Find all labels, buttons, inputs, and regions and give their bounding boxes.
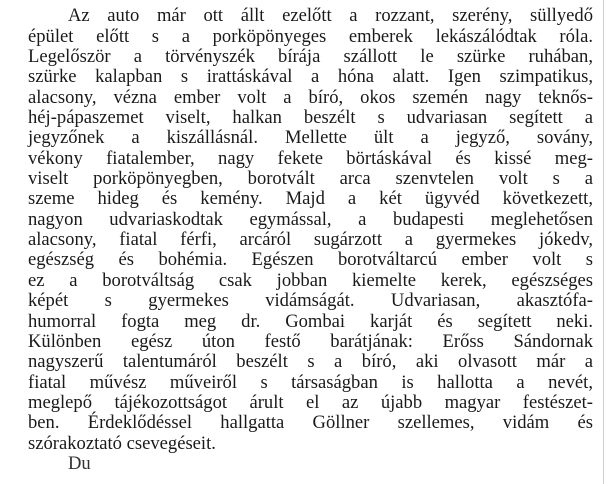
text-line: fiatal művész műveiről s társaságban is hallotta a nevét, <box>28 371 593 393</box>
text-line: vékony fiatalember, nagy fekete börtáskával és kissé meg- <box>28 147 593 169</box>
text-line: héj-pápaszemet viselt, halkan beszélt s udvariasan segített a <box>28 107 593 129</box>
text-line: ben. Érdeklődéssel hallgatta Göllner szellemes, vidám és <box>28 412 593 434</box>
text-line-last: szórakoztató csevegéseit. <box>28 432 216 454</box>
text-line-partial-bottom: Du <box>68 452 91 474</box>
text-line: ez a borotváltság csak jobban kiemelte kerek, egészséges <box>28 269 593 291</box>
text-line: szürke kalapban s irattáskával a hóna alatt. Igen szimpatikus, <box>28 66 593 88</box>
text-line: épület előtt s a porköpönyeges emberek lekászálódtak róla. <box>28 25 593 47</box>
text-line: képét s gyermekes vidámságát. Udvariasan, akasztófa- <box>28 290 593 312</box>
text-line: alacsony, fiatal férfi, arcáról sugárzott a gyermekes jókedv, <box>28 229 593 251</box>
text-line: alacsony, vézna ember volt a bíró, okos szemén nagy teknős- <box>28 86 593 108</box>
text-line: nagyon udvariaskodtak egymással, a budapesti meglehetősen <box>28 208 593 230</box>
text-line: meglepő tájékozottságot árult el az újabb magyar festészet- <box>28 391 593 413</box>
text-line: humorral fogta meg dr. Gombai karját és segített neki. <box>28 310 593 332</box>
text-line: jegyzőnek a kiszállásnál. Mellette ült a jegyző, sovány, <box>28 127 593 149</box>
text-line: Különben egész úton festő barátjának: Erőss Sándornak <box>28 330 593 352</box>
text-line-partial-top <box>28 0 593 6</box>
text-line: egészség és bohémia. Egészen borotváltarcú ember volt s <box>28 249 593 271</box>
text-line: Legelőször a törvényszék bírája szállott le szürke ruhában, <box>28 46 593 68</box>
page-edge-divider <box>603 0 604 484</box>
text-line: viselt porköpönyegben, borotvált arca szenvtelen volt s a <box>28 168 593 190</box>
text-line: Az auto már ott állt ezelőtt a rozzant, szerény, süllyedő <box>68 5 593 27</box>
text-line: nagyszerű talentumáról beszélt s a bíró, aki olvasott már a <box>28 351 593 373</box>
text-line: szeme hideg és kemény. Majd a két ügyvéd következett, <box>28 188 593 210</box>
body-text <box>28 0 593 474</box>
